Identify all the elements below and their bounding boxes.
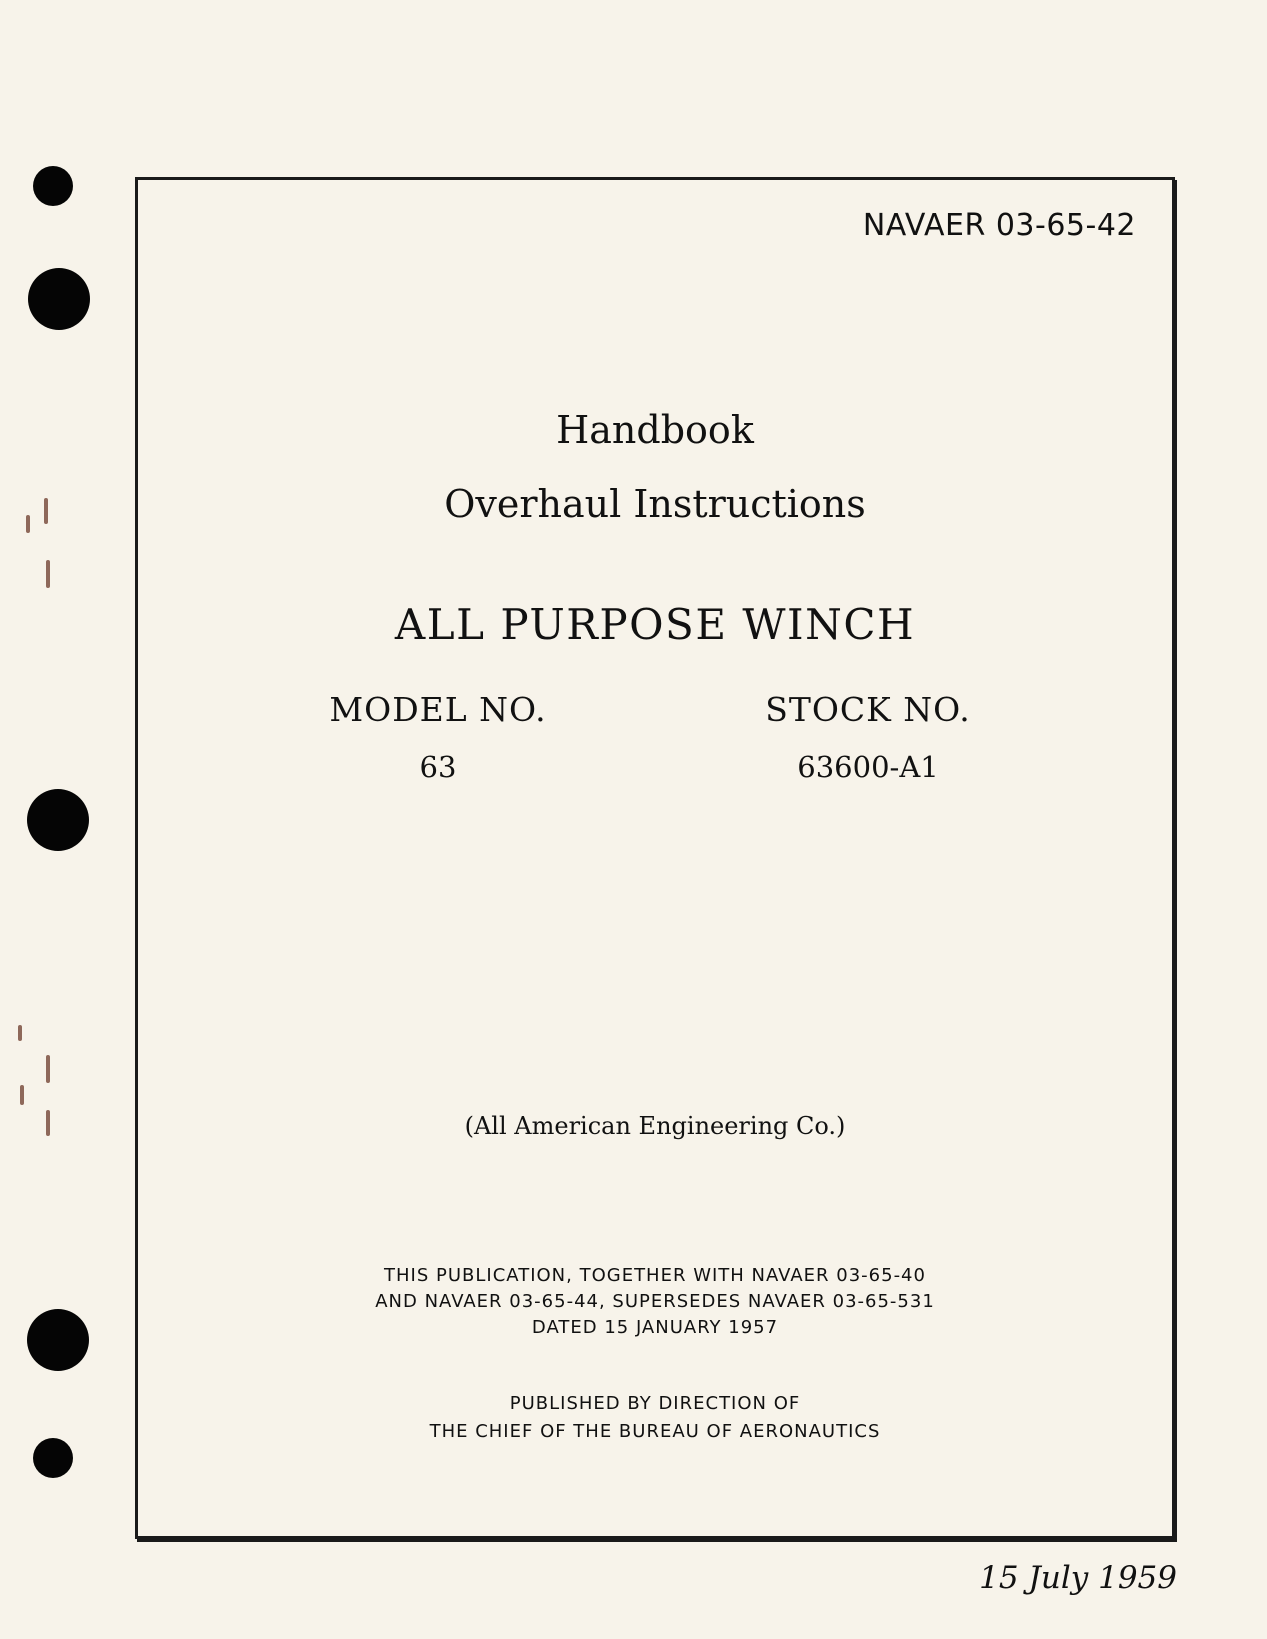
document-number: NAVAER 03-65-42 <box>862 208 1136 243</box>
binder-hole <box>33 166 73 206</box>
publisher-line: PUBLISHED BY DIRECTION OF <box>509 1393 801 1414</box>
staple-mark <box>44 498 48 524</box>
stock-label: STOCK NO. <box>765 690 971 729</box>
publication-date: 15 July 1959 <box>979 1560 1177 1596</box>
stock-value: 63600-A1 <box>797 750 939 784</box>
manufacturer: (All American Engineering Co.) <box>464 1112 846 1140</box>
binder-hole <box>28 268 90 330</box>
publisher-notice <box>138 1390 1172 1446</box>
supersedes-line: THIS PUBLICATION, TOGETHER WITH NAVAER 03-65-40 <box>384 1265 926 1286</box>
supersedes-line: DATED 15 JANUARY 1957 <box>531 1317 779 1338</box>
model-value: 63 <box>419 750 457 784</box>
binder-hole <box>27 789 89 851</box>
staple-mark <box>18 1025 22 1041</box>
subject-title: ALL PURPOSE WINCH <box>394 600 916 649</box>
staple-mark <box>46 560 50 588</box>
binder-hole <box>27 1309 89 1371</box>
binder-hole <box>33 1438 73 1478</box>
staple-mark <box>20 1085 24 1105</box>
supersedes-line: AND NAVAER 03-65-44, SUPERSEDES NAVAER 03-65-531 <box>375 1291 935 1312</box>
staple-mark <box>26 515 30 533</box>
staple-mark <box>46 1055 50 1083</box>
model-label: MODEL NO. <box>329 690 547 729</box>
staple-mark <box>46 1110 50 1136</box>
title-handbook: Handbook <box>556 408 754 452</box>
title-overhaul-instructions: Overhaul Instructions <box>444 482 866 526</box>
publisher-line: THE CHIEF OF THE BUREAU OF AERONAUTICS <box>429 1421 881 1442</box>
supersedes-notice <box>138 1263 1172 1341</box>
cover-frame <box>135 177 1175 1539</box>
